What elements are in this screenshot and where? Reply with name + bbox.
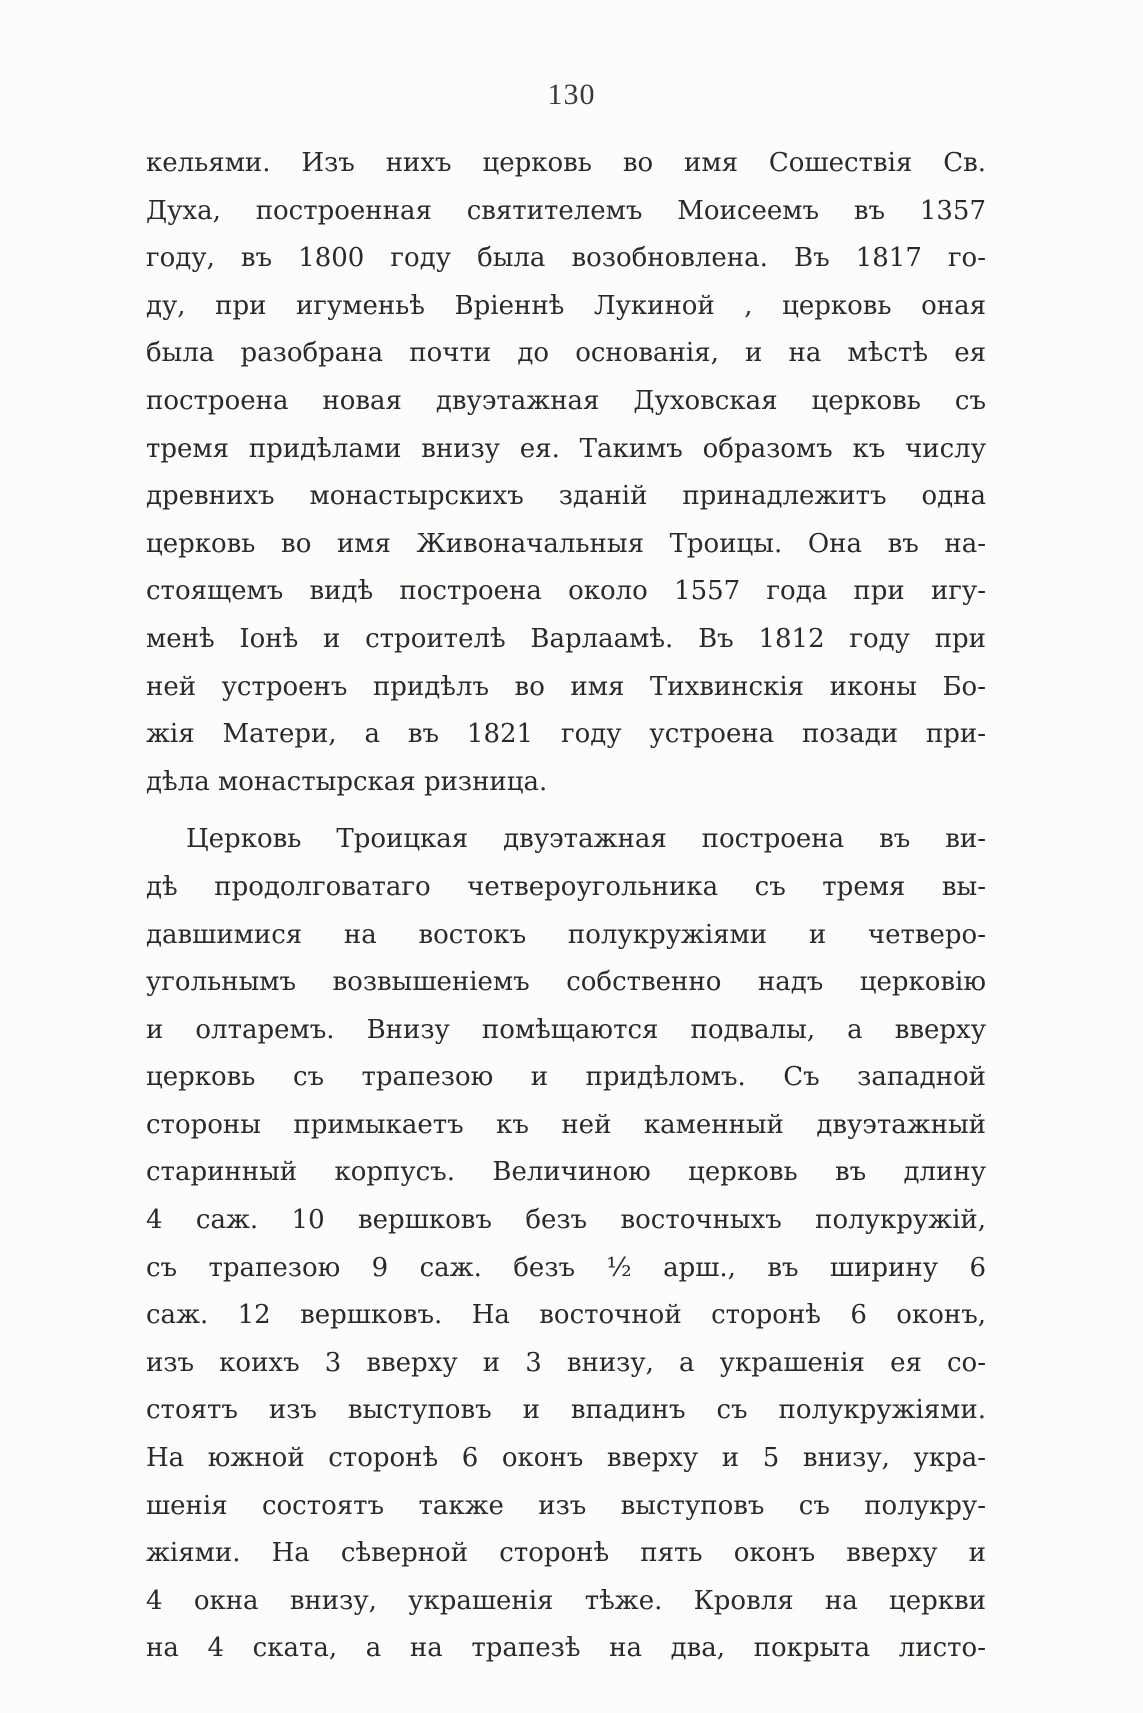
text-line: стороны примыкаетъ къ ней каменный двуэтажный [146,1109,986,1140]
text-line: давшимися на востокъ полукружіями и четверо- [146,919,986,950]
text-line: ней устроенъ придѣлъ во имя Тихвинскія иконы Бо- [146,671,986,702]
text-line: была разобрана почти до основанія, и на мѣстѣ ея [146,338,986,369]
text-line: 4 саж. 10 вершковъ безъ восточныхъ полукружій, [146,1205,986,1236]
page-number: 130 [547,78,596,111]
text-line: церковь съ трапезою и придѣломъ. Съ западной [146,1062,986,1093]
text-line: жіями. На сѣверной сторонѣ пять оконъ вверху и [146,1538,986,1569]
text-line: менѣ Іонѣ и строителѣ Варлаамѣ. Въ 1812 году при [146,623,986,654]
text-line: Духа, построенная святителемъ Моисеемъ въ 1357 [146,195,986,226]
text-line: дѣ продолговатаго четвероугольника съ тремя вы- [146,871,986,902]
text-line: церковь во имя Живоначальныя Троицы. Она въ на- [146,528,986,559]
text-line: дѣла монастырская ризница. [146,766,548,797]
text-line: древнихъ монастырскихъ зданій принадлежитъ одна [146,481,986,512]
text-line: построена новая двуэтажная Духовская церковь съ [146,385,986,416]
text-line: стоятъ изъ выступовъ и впадинъ съ полукружіями. [146,1395,986,1426]
text-line: На южной сторонѣ 6 оконъ вверху и 5 внизу, укра- [146,1443,986,1474]
text-line: съ трапезою 9 саж. безъ ½ арш., въ ширину 6 [146,1252,986,1283]
text-line: на 4 ската, а на трапезѣ на два, покрыта листо- [146,1633,986,1664]
text-line: стоящемъ видѣ построена около 1557 года при игу- [146,576,986,607]
text-line: 4 окна внизу, украшенія тѣже. Кровля на церкви [146,1585,986,1616]
text-line: жія Матери, а въ 1821 году устроена позади при- [146,719,986,750]
text-line: саж. 12 вершковъ. На восточной сторонѣ 6 оконъ, [146,1300,986,1331]
text-line: ду, при игуменьѣ Вріеннѣ Лукиной , церковь оная [146,290,986,321]
text-line: году, въ 1800 году была возобновлена. Въ 1817 го- [146,243,986,274]
text-line: и олтаремъ. Внизу помѣщаются подвалы, а вверху [146,1014,986,1045]
text-line: старинный корпусъ. Величиною церковь въ длину [146,1157,986,1188]
text-line: Церковь Троицкая двуэтажная построена въ ви- [186,824,986,855]
text-line: тремя придѣлами внизу ея. Такимъ образомъ къ числу [146,433,986,464]
text-line: шенія состоятъ также изъ выступовъ съ полукру- [146,1490,986,1521]
text-line: кельями. Изъ нихъ церковь во имя Сошествія Св. [146,148,986,178]
paragraph-2 [146,816,986,1673]
text-line: изъ коихъ 3 вверху и 3 внизу, а украшенія ея со- [146,1347,986,1378]
text-line: угольнымъ возвышеніемъ собственно надъ церковію [146,967,986,998]
paragraph-1 [146,140,986,806]
body-text [146,140,986,1673]
